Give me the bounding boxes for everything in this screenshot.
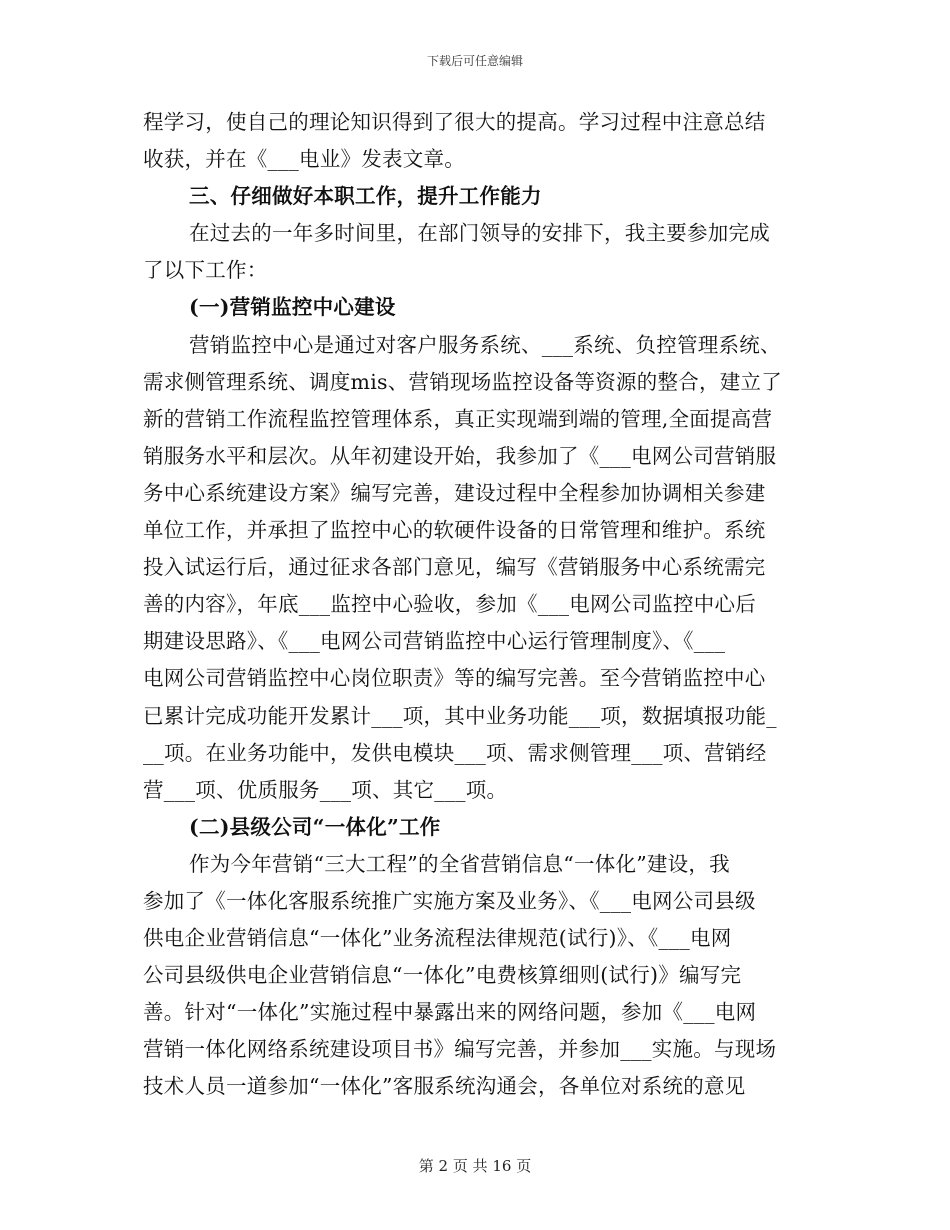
section-heading: (二)县级公司“一体化”工作 [189,814,441,839]
paragraph-line: 销服务水平和层次。从年初建设开始，我参加了《___电网公司营销服 [143,443,777,468]
paragraph-line: 单位工作，并承担了监控中心的软硬件设备的日常管理和维护。系统 [143,518,766,543]
paragraph-line: 营销监控中心是通过对客户服务系统、___系统、负控管理系统、 [189,332,781,357]
paragraph-line: 了以下工作： [143,258,268,283]
paragraph-line: 在过去的一年多时间里，在部门领导的安排下，我主要参加完成 [189,221,770,246]
page-footer: 第 2 页 共 16 页 [418,1157,532,1175]
paragraph-line: 参加了《一体化客服系统推广实施方案及业务》、《___电网公司县级 [143,888,756,913]
paragraph-line: 收获，并在《___电业》发表文章。 [143,147,465,172]
page-header: 下载后可任意编辑 [426,54,523,68]
paragraph-line: 投入试运行后，通过征求各部门意见，编写《营销服务中心系统需完 [143,555,766,580]
paragraph-line: 电网公司营销监控中心岗位职责》等的编写完善。至今营销监控中心 [143,666,766,691]
paragraph-line: 技术人员一道参加“一体化”客服系统沟通会，各单位对系统的意见 [143,1074,746,1099]
paragraph-line: 作为今年营销“三大工程”的全省营销信息“一体化”建设，我 [189,851,730,876]
paragraph-line: __项。在业务功能中，发供电模块___项、需求侧管理___项、营销经 [143,740,767,765]
paragraph-line: 善的内容》，年底___监控中心验收，参加《___电网公司监控中心后 [143,592,756,617]
paragraph-line: 务中心系统建设方案》编写完善，建设过程中全程参加协调相关参建 [143,480,766,505]
document-body [143,104,808,1106]
paragraph-line: 营销一体化网络系统建设项目书》编写完善，并参加___实施。与现场 [143,1037,777,1062]
paragraph-line: 已累计完成功能开发累计___项，其中业务功能___项，数据填报功能_ [143,703,777,728]
paragraph-line: 新的营销工作流程监控管理体系，真正实现端到端的管理,全面提高营 [143,406,773,431]
paragraph-line: 公司县级供电企业营销信息“一体化”电费核算细则(试行)》编写完 [143,963,742,988]
paragraph-line: 期建设思路》、《___电网公司营销监控中心运行管理制度》、《___ [143,629,726,654]
section-heading: 三、仔细做好本职工作，提升工作能力 [189,184,542,209]
paragraph-line: 需求侧管理系统、调度mis、营销现场监控设备等资源的整合，建立了 [143,369,783,394]
paragraph-line: 供电企业营销信息“一体化”业务流程法律规范(试行)》、《___电网 [143,926,732,951]
paragraph-line: 善。针对“一体化”实施过程中暴露出来的网络问题，参加《___电网 [143,1000,757,1025]
paragraph-line: 程学习，使自己的理论知识得到了很大的提高。学习过程中注意总结 [143,110,766,134]
paragraph-line: 营___项、优质服务___项、其它___项。 [143,777,508,802]
section-heading: (一)营销监控中心建设 [189,295,396,320]
